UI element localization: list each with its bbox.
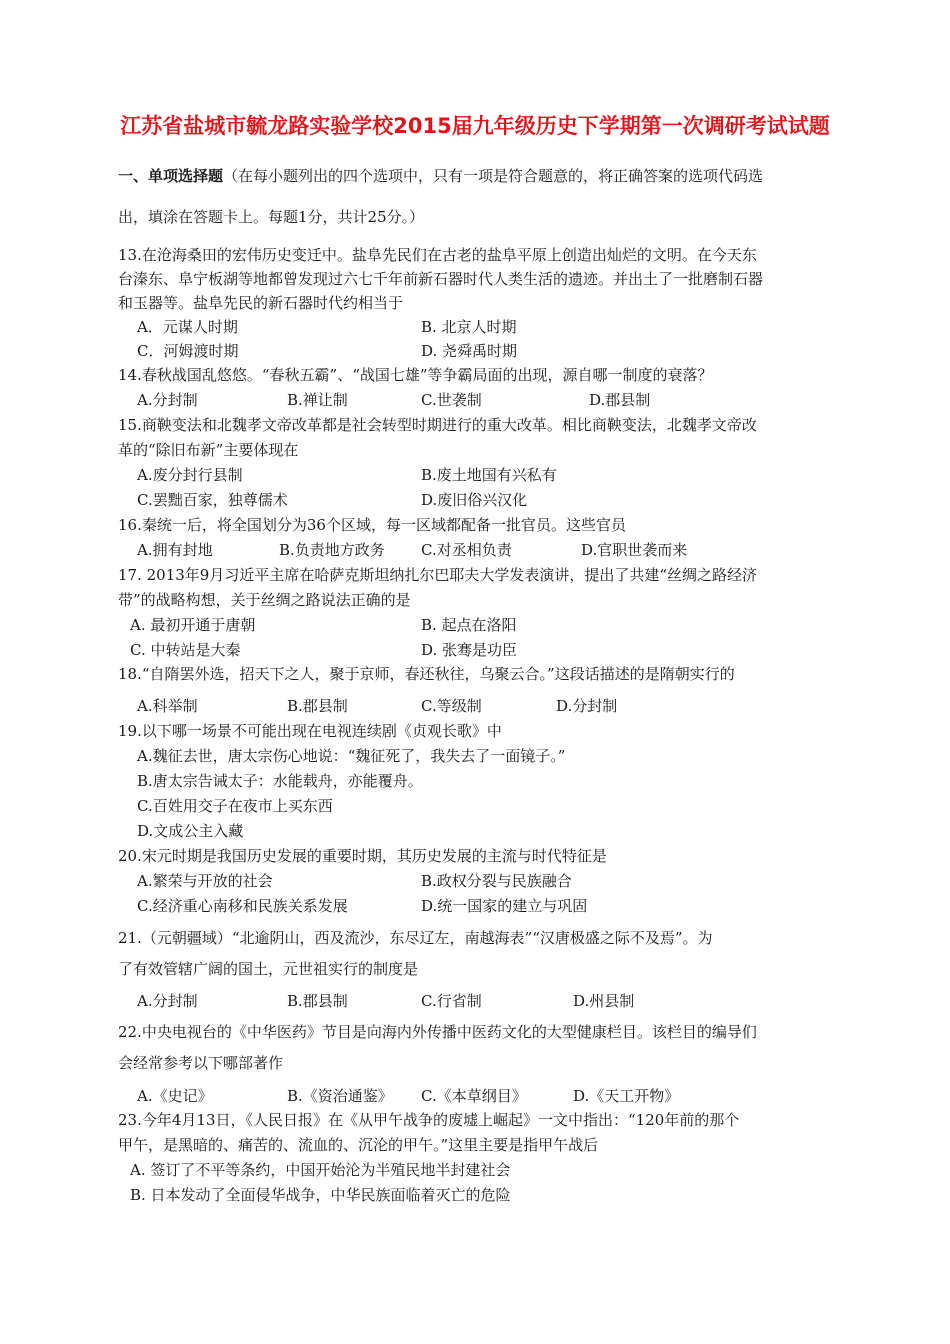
question-20-option-d: D.统一国家的建立与巩固 [421, 897, 588, 915]
question-22-option-b: B.《资治通鉴》 [287, 1087, 393, 1105]
question-18-option-a: A.科举制 [137, 697, 198, 715]
question-17-option-c: C. 中转站是大秦 [130, 641, 241, 659]
question-17-option-a: A. 最初开通于唐朝 [130, 616, 256, 634]
section-instructions-continued: 出，填涂在答题卡上。每题1分，共计25分。） [118, 208, 425, 226]
document-title: 江苏省盐城市毓龙路实验学校2015届九年级历史下学期第一次调研考试试题 [120, 114, 830, 138]
question-19-option-b: B.唐太宗告诫太子：水能载舟，亦能覆舟。 [137, 772, 423, 790]
question-15-stem-line-2: 革的“除旧布新”主要体现在 [118, 441, 299, 459]
question-18-option-b: B.郡县制 [287, 697, 348, 715]
question-23-option-a: A. 签订了不平等条约，中国开始沦为半殖民地半封建社会 [130, 1161, 511, 1179]
question-15-option-d: D.废旧俗兴汉化 [421, 491, 528, 509]
question-23-stem-line-2: 甲午，是黑暗的、痛苦的、流血的、沉沦的甲午。”这里主要是指甲午战后 [118, 1136, 599, 1154]
question-21-option-c: C.行省制 [421, 992, 482, 1010]
question-22-stem-line-2: 会经常参考以下哪部著作 [118, 1054, 284, 1072]
section-instructions: （在每小题列出的四个选项中，只有一项是符合题意的，将正确答案的选项代码选 [223, 167, 764, 185]
question-23-stem-line-1: 23.今年4月13日，《人民日报》在《从甲午战争的废墟上崛起》一文中指出：“120年前的那个 [118, 1111, 740, 1129]
question-13-option-b: B. 北京人时期 [421, 318, 517, 336]
question-20-stem: 20.宋元时期是我国历史发展的重要时期，其历史发展的主流与时代特征是 [118, 847, 607, 865]
question-18-stem: 18.“自隋罢外选，招天下之人，聚于京师，春还秋往，乌聚云合。”这段话描述的是隋朝实行的 [118, 665, 735, 683]
question-21-stem-line-1: 21.（元朝疆域）“北逾阴山，西及流沙，东尽辽左，南越海表”“汉唐极盛之际不及焉”。为 [118, 929, 713, 947]
question-17-option-d: D. 张骞是功臣 [421, 641, 518, 659]
question-15-option-b: B.废土地国有兴私有 [421, 466, 557, 484]
question-21-option-b: B.郡县制 [287, 992, 348, 1010]
question-13-option-a: A．元谋人时期 [137, 318, 238, 336]
question-22-option-d: D.《天工开物》 [573, 1087, 680, 1105]
question-16-option-c: C.对丞相负责 [421, 541, 512, 559]
question-15-option-a: A.废分封行县制 [137, 466, 243, 484]
section-heading-line [118, 164, 846, 188]
question-13-option-c: C．河姆渡时期 [137, 342, 239, 360]
question-14-option-b: B.禅让制 [287, 391, 348, 409]
question-22-stem-line-1: 22.中央电视台的《中华医药》节目是向海内外传播中医药文化的大型健康栏目。该栏目的编导们 [118, 1023, 757, 1041]
question-15-stem-line-1: 15.商鞅变法和北魏孝文帝改革都是社会转型时期进行的重大改革。相比商鞅变法，北魏孝文帝改 [118, 416, 757, 434]
question-18-option-c: C.等级制 [421, 697, 482, 715]
question-21-option-d: D.州县制 [573, 992, 635, 1010]
question-13-option-d: D. 尧舜禹时期 [421, 342, 518, 360]
question-21-stem-line-2: 了有效管辖广阔的国土，元世祖实行的制度是 [118, 960, 419, 978]
question-20-option-c: C.经济重心南移和民族关系发展 [137, 897, 348, 915]
question-14-option-d: D.郡县制 [589, 391, 651, 409]
question-14-option-c: C.世袭制 [421, 391, 482, 409]
question-14-option-a: A.分封制 [137, 391, 198, 409]
question-14-stem: 14.春秋战国乱悠悠。“春秋五霸”、“战国七雄”等争霸局面的出现，源自哪一制度的衰落？ [118, 366, 713, 384]
question-22-option-c: C.《本草纲目》 [421, 1087, 527, 1105]
question-19-option-c: C.百姓用交子在夜市上买东西 [137, 797, 333, 815]
question-17-stem-line-1: 17. 2013年9月习近平主席在哈萨克斯坦纳扎尔巴耶夫大学发表演讲，提出了共建“丝绸之路经济 [118, 566, 758, 584]
question-15-option-c: C.罢黜百家，独尊儒术 [137, 491, 288, 509]
question-17-stem-line-2: 带”的战略构想，关于丝绸之路说法正确的是 [118, 591, 411, 609]
question-17-option-b: B. 起点在洛阳 [421, 616, 517, 634]
question-18-option-d: D.分封制 [556, 697, 618, 715]
question-13-stem-line-3: 和玉器等。盐阜先民的新石器时代约相当于 [118, 294, 404, 312]
question-20-option-b: B.政权分裂与民族融合 [421, 872, 572, 890]
question-16-option-d: D.官职世袭而来 [581, 541, 688, 559]
section-heading: 一、单项选择题 [118, 167, 224, 185]
question-23-option-b: B. 日本发动了全面侵华战争，中华民族面临着灭亡的危险 [130, 1186, 511, 1204]
question-13-stem-line-1: 13.在沧海桑田的宏伟历史变迁中。盐阜先民们在古老的盐阜平原上创造出灿烂的文明。在今天东 [118, 246, 757, 264]
question-16-option-b: B.负责地方政务 [279, 541, 385, 559]
question-20-option-a: A.繁荣与开放的社会 [137, 872, 273, 890]
question-16-option-a: A.拥有封地 [137, 541, 213, 559]
question-22-option-a: A.《史记》 [137, 1087, 213, 1105]
question-21-option-a: A.分封制 [137, 992, 198, 1010]
question-13-stem-line-2: 台溱东、阜宁板湖等地都曾发现过六七千年前新石器时代人类生活的遗迹。并出土了一批磨制石器 [118, 270, 764, 288]
question-19-stem: 19.以下哪一场景不可能出现在电视连续剧《贞观长歌》中 [118, 722, 502, 740]
question-19-option-a: A.魏征去世，唐太宗伤心地说：“魏征死了，我失去了一面镜子。” [137, 747, 566, 765]
question-19-option-d: D.文成公主入藏 [137, 822, 244, 840]
question-16-stem: 16.秦统一后，将全国划分为36个区域，每一区域都配备一批官员。这些官员 [118, 516, 626, 534]
